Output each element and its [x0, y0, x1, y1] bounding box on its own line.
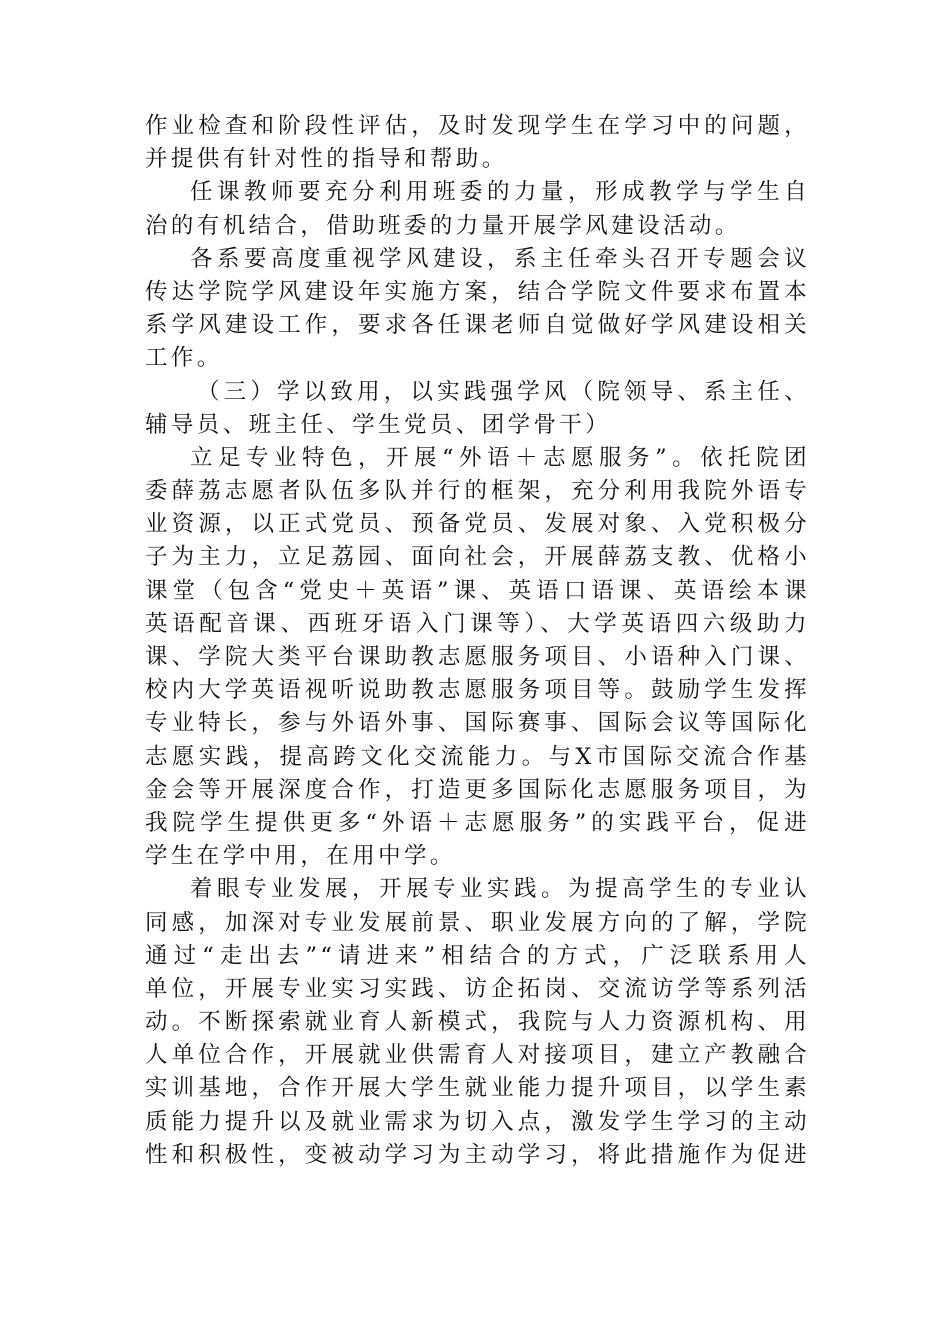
- paragraph: [145, 110, 810, 176]
- text-line: 人单位合作，开展就业供需育人对接项目，建立产教融合: [145, 1042, 810, 1069]
- section-heading: [145, 376, 810, 442]
- text-line: 作业检查和阶段性评估，及时发现学生在学习中的问题，: [145, 113, 810, 139]
- text-line: 各系要高度重视学风建设，系主任牵头召开专题会议: [190, 245, 810, 272]
- text-line: 金会等开展深度合作，打造更多国际化志愿服务项目，为: [145, 776, 810, 803]
- text-line: 委薛荔志愿者队伍多队并行的框架，充分利用我院外语专: [145, 478, 810, 505]
- text-line: 质能力提升以及就业需求为切入点，激发学生学习的主动: [145, 1108, 810, 1135]
- paragraph: [145, 176, 810, 242]
- text-line: 动。不断探索就业育人新模式，我院与人力资源机构、用: [145, 1009, 810, 1036]
- text-line: 子为主力，立足荔园、面向社会，开展薛荔支教、优格小: [145, 544, 810, 571]
- paragraph: [145, 243, 810, 376]
- text-line: 实训基地，合作开展大学生就业能力提升项目，以学生素: [145, 1075, 810, 1102]
- heading-line: 辅导员、班主任、学生党员、团学骨干）: [145, 411, 612, 438]
- text-line: 性和积极性，变被动学习为主动学习，将此措施作为促进: [145, 1141, 810, 1168]
- text-line: 任课教师要充分利用班委的力量，形成教学与学生自: [190, 179, 810, 206]
- text-line: 英语配音课、西班牙语入门课等）、大学英语四六级助力: [145, 610, 810, 637]
- text-line: 立足专业特色，开展“外语＋志愿服务”。依托院团: [190, 444, 810, 471]
- heading-line: （三）学以致用，以实践强学风（院领导、系主任、: [197, 378, 810, 405]
- text-line: 校内大学英语视听说助教志愿服务项目等。鼓励学生发挥: [145, 677, 810, 704]
- text-line: 传达学院学风建设年实施方案，结合学院文件要求布置本: [145, 278, 810, 305]
- text-line: 并提供有针对性的指导和帮助。: [145, 146, 508, 173]
- text-line: 课、学院大类平台课助教志愿服务项目、小语种入门课、: [145, 644, 810, 670]
- text-line: 治的有机结合，借助班委的力量开展学风建设活动。: [145, 212, 741, 239]
- text-line: 系学风建设工作，要求各任课老师自觉做好学风建设相关: [145, 312, 810, 339]
- text-line: 单位，开展专业实习实践、访企拓岗、交流访学等系列活: [145, 975, 810, 1002]
- document-body: [145, 110, 810, 1172]
- text-line: 工作。: [145, 345, 223, 372]
- text-line: 同感，加深对专业发展前景、职业发展方向的了解，学院: [145, 909, 810, 936]
- paragraph: [145, 873, 810, 1172]
- text-line: 我院学生提供更多“外语＋志愿服务”的实践平台，促进: [145, 809, 810, 836]
- text-line: 学生在学中用，在用中学。: [145, 843, 456, 870]
- text-line: 着眼专业发展，开展专业实践。为提高学生的专业认: [190, 876, 810, 903]
- text-line: 志愿实践，提高跨文化交流能力。与X市国际交流合作基: [145, 743, 810, 770]
- text-line: 专业特长，参与外语外事、国际赛事、国际会议等国际化: [145, 710, 810, 737]
- paragraph: [145, 442, 810, 873]
- text-line: 课堂（包含“党史＋英语”课、英语口语课、英语绘本课: [145, 577, 810, 604]
- text-line: 通过“走出去”“请进来”相结合的方式，广泛联系用人: [145, 942, 810, 969]
- text-line: 业资源，以正式党员、预备党员、发展对象、入党积极分: [145, 511, 810, 538]
